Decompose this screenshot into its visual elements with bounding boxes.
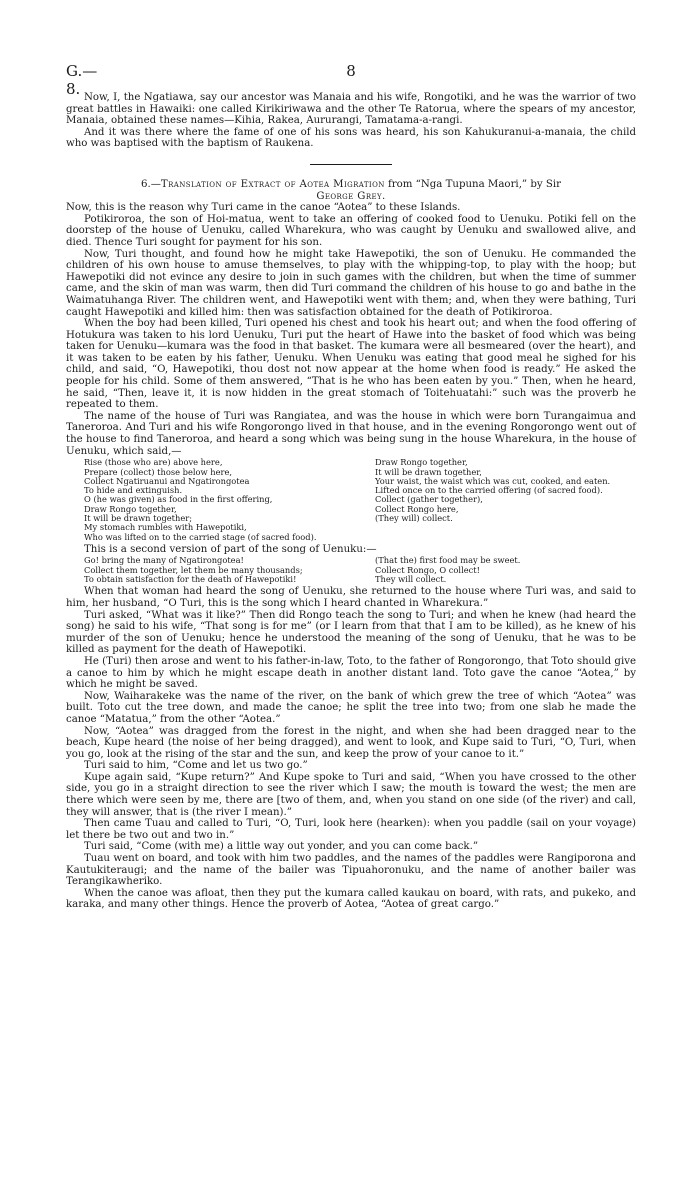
section-author: George Grey. — [316, 190, 386, 202]
document-page — [66, 62, 636, 911]
paragraph: The name of the house of Turi was Rangiatea, and was the house in which were born Turangaimua and Taneroroa. And Turi and his wife Rongorongo lived in that house, and in the evening Rongorongo went out of the house to find Taneroroa, and heard a song which was being sung in the house Wharekura, in the house of Uenuku, which said,— — [66, 410, 636, 457]
paragraph: Turi said, “Come (with me) a little way out yonder, and you can come back.” — [84, 841, 479, 853]
paragraph: When the boy had been killed, Turi opened his chest and took his heart out; and when the food offering of Hotukura was taken to his lord Uenuku, Turi put the heart of Hawe into the basket of food which was being taken for Uenuku—kumara was the food in that basket. The kumara were all besmeared (over the heart), and it was taken to be eaten by his father, Uenuku. When Uenuku was eating that good meal he sighed for his child, and said, “O, Hawepotiki, thou dost not now appear at the home when food is ready.” He asked the people for his child. Some of them answered, “That is he who has been eaten by you.” Then, when he heard, he said, “Then, leave it, it is now hidden in the great stomach of Toitehuatahi:” such was the proverb he repeated to them. — [66, 318, 636, 411]
song-line: Collect (gather together), — [375, 494, 483, 505]
translation-body — [66, 202, 636, 911]
song-column-left — [66, 556, 345, 584]
song-line: It will be drawn together, — [375, 466, 482, 477]
song-line: To hide and extinguish. — [84, 485, 183, 496]
page-number: 8 — [346, 62, 356, 80]
song-line: Collect them together, let them be many thousands; — [84, 564, 303, 575]
paragraph: Now, I, the Ngatiawa, say our ancestor was Manaia and his wife, Rongotiki, and he was the warrior of two great battles in Hawaiki: one called Kirikiriwawa and the other Te Ratorua, where the spears of my ancestor, Manaia, obtained these names—Kihia, Rakea, Aururangi, Tamatama-a-rangi. — [66, 92, 636, 127]
paragraph: When the canoe was afloat, then they put the kumara called kaukau on board, with rats, and pukeko, and karaka, and many other things. Hence the proverb of Aotea, “Aotea of great cargo.” — [66, 887, 636, 911]
paragraph: Turi asked, “What was it like?” Then did Rongo teach the song to Turi; and when he knew (had heard the song) he said to his wife, “That song is for me” (or I learn from that that I am to be killed), as he knew of his murder of the son of Uenuku; hence he understood the meaning of the song of Uenuku, that he was to be killed as payment for the death of Hawepotiki. — [66, 609, 636, 656]
song-line: Prepare (collect) those below here, — [84, 466, 233, 477]
section-heading — [66, 179, 636, 202]
song-line: Rise (those who are) above here, — [84, 457, 223, 468]
song-line: Go! bring the many of Ngatirongotea! — [84, 555, 244, 566]
paragraph: He (Turi) then arose and went to his father-in-law, Toto, to the father of Rongorongo, that Toto should give a canoe to him by which he might escape death in another distant land. Toto gave the canoe “Aotea,” by which he might be saved. — [66, 655, 636, 691]
song-line: Draw Rongo together, — [84, 503, 177, 514]
song-line: It will be drawn together; — [84, 513, 193, 523]
song-column-right — [357, 458, 636, 542]
paragraph: Then came Tuau and called to Turi, “O, Turi, look here (hearken): when you paddle (sail on your voyage) let there be two out and two in.” — [66, 818, 636, 841]
song-column-right — [357, 556, 636, 584]
song-of-uenuku — [66, 458, 636, 542]
song-line: (They will) collect. — [375, 513, 453, 523]
paragraph: Now, Waiharakeke was the name of the river, on the bank of which grew the tree of which “Aotea” was built. Toto cut the tree down, and made the canoe; he split the tree into two; from one slab he made the canoe “Matatua,” from the other “Aotea.” — [66, 690, 636, 725]
paragraph: Turi said to him, “Come and let us two go.” — [84, 760, 308, 772]
paragraph: This is a second version of part of the song of Uenuku:— — [84, 543, 377, 555]
song-second-version — [66, 556, 636, 584]
song-line: Your waist, the waist which was cut, cooked, and eaten. — [375, 475, 611, 486]
section-title: Translation of Extract of Aotea Migration — [160, 178, 385, 190]
paragraph: Kupe again said, “Kupe return?” And Kupe spoke to Turi and said, “When you have crossed to the other side, you go in a straight direction to see the river which I saw; the mouth is toward the west; the men are there which were seen by me, there are [two of them, and, when you stand on one side (of the river) and call, they will answer, that is (the river I mean).” — [66, 771, 636, 818]
section-source: from “Nga Tupuna Maori,” by Sir — [384, 178, 562, 190]
paragraph: Now, Turi thought, and found how he might take Hawepotiki, the son of Uenuku. He commanded the children of his own house to amuse themselves, to play with the whipping-top, to play with the hoop; but Hawepotiki did not evince any desire to join in such games with the children, but when the time of summer came, and the skin of man was warm, then did Turi command the children of his house to go and bathe in the Waimatuhanga River. The children went, and Hawepotiki went with them; and, when they were bathing, Turi caught Hawepotiki and killed him: then was satisfaction obtained for the death of Potikiroroa. — [66, 248, 636, 318]
paragraph: When that woman had heard the song of Uenuku, she returned to the house where Turi was, and said to him, her husband, “O Turi, this is the song which I heard chanted in Wharekura.” — [66, 586, 636, 609]
song-line: Lifted once on to the carried offering (of sacred food). — [375, 485, 603, 496]
document-reference: G.—8. — [66, 62, 98, 98]
intro-section — [66, 92, 636, 150]
song-line: To obtain satisfaction for the death of Hawepotiki! — [84, 574, 297, 585]
song-line: Collect Ngatiruanui and Ngatirongotea — [84, 475, 250, 486]
paragraph: Potikiroroa, the son of Hoi-matua, went to take an offering of cooked food to Uenuku. Potiki fell on the doorstep of the house of Uenuku, called Wharekura, who was caught by Uenuku and swallowed alive, and died. Thence Turi sought for payment for his son. — [66, 213, 636, 248]
song-line: O (he was given) as food in the first offering, — [84, 494, 273, 505]
song-column-left — [66, 458, 345, 542]
section-divider — [310, 164, 392, 165]
song-line: Draw Rongo together, — [375, 457, 468, 468]
paragraph: Tuau went on board, and took with him two paddles, and the names of the paddles were Rangiporona and Kautukiteraugi; and the name of the bailer was Tipuahoronuku, and the name of another bailer was Terangikawheriko. — [66, 853, 636, 888]
song-line: They will collect. — [375, 574, 447, 585]
paragraph: Now, “Aotea” was dragged from the forest in the night, and when she had been dragged near to the beach, Kupe heard (the noise of her being dragged), and went to look, and Kupe said to Turi, “O, Turi, when you go, look at the rising of the star and the sun, and keep the prow of your canoe to it.” — [66, 725, 636, 760]
song-line: Collect Rongo, O collect! — [375, 564, 480, 575]
song-line: My stomach rumbles with Hawepotiki, — [84, 522, 247, 533]
paragraph: And it was there where the fame of one of his sons was heard, his son Kahukuranui-a-manaia, the child who was baptised with the baptism of Raukena. — [66, 126, 636, 150]
section-number: 6.— — [140, 178, 161, 190]
paragraph: Now, this is the reason why Turi came in the canoe “Aotea” to these Islands. — [66, 202, 461, 214]
song-line: Who was lifted on to the carried stage (of sacred food). — [84, 531, 317, 542]
song-line: (That the) first food may be sweet. — [375, 555, 521, 566]
song-line: Collect Rongo here, — [375, 503, 459, 514]
running-head — [66, 62, 636, 98]
